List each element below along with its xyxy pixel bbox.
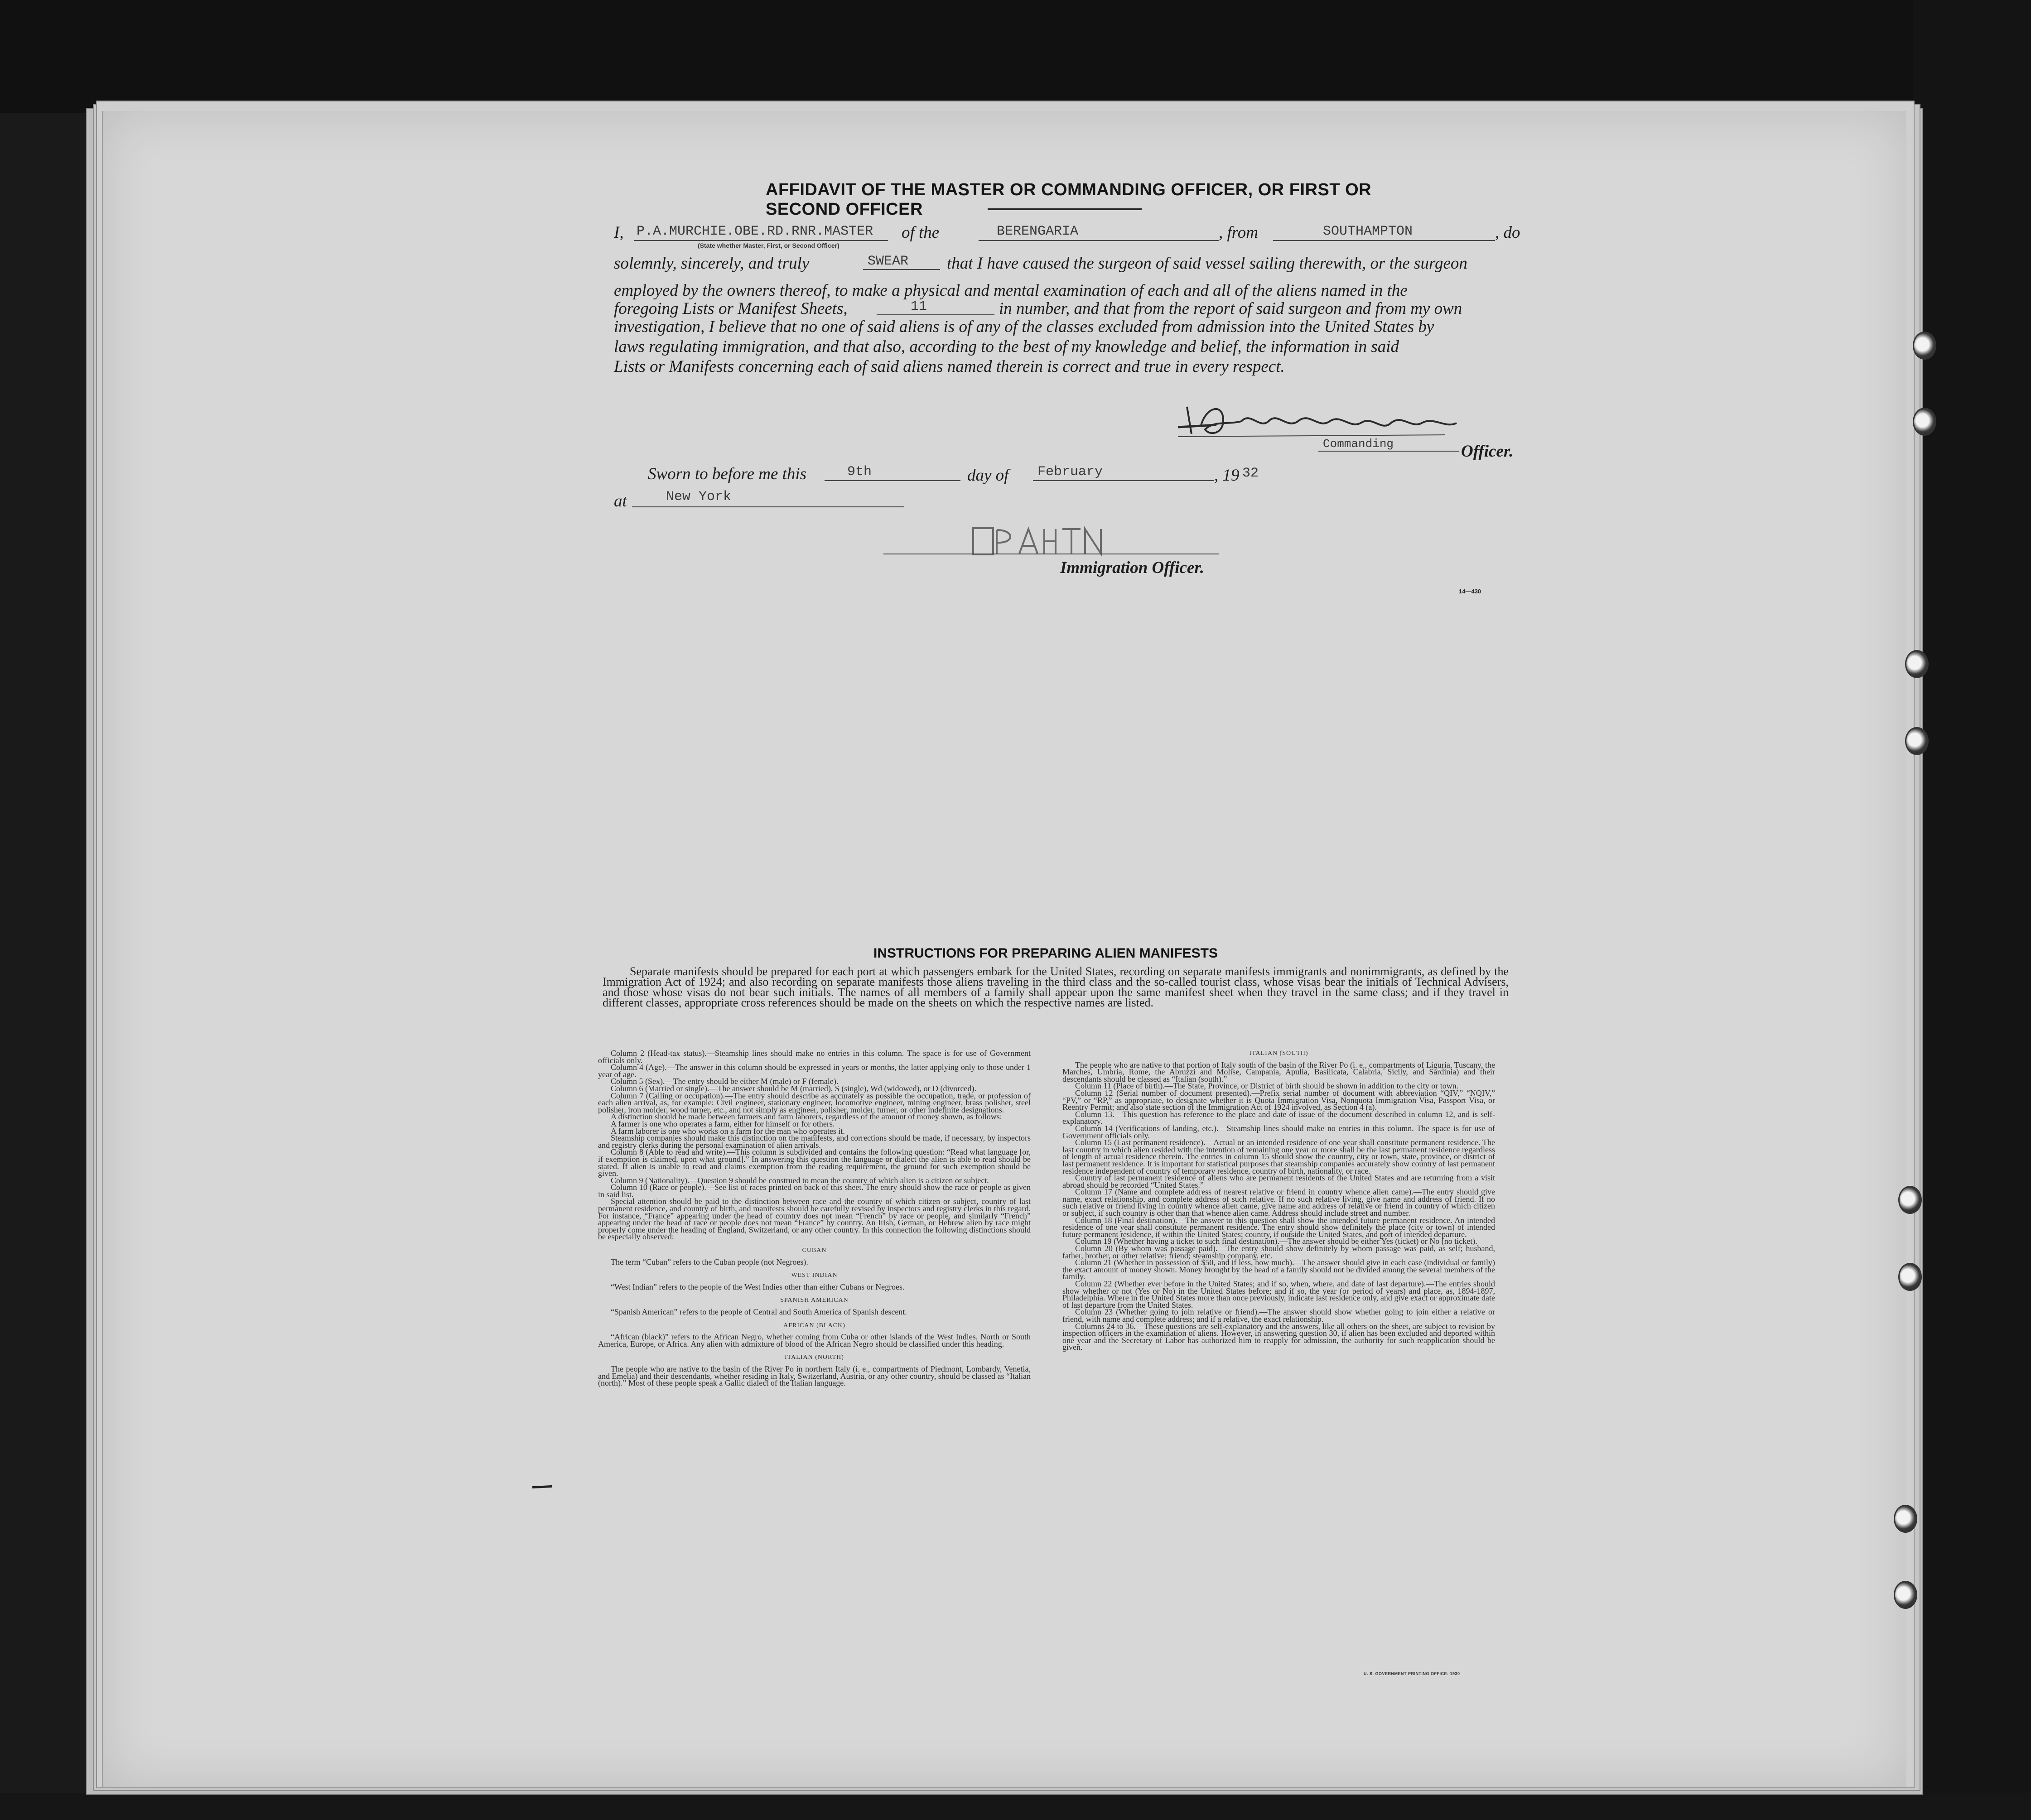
officer-suffix: Officer.	[1461, 442, 1514, 461]
oath-underline	[863, 269, 940, 270]
scan-border-top	[0, 0, 2031, 113]
ship-name-field: BERENGARIA	[997, 224, 1079, 239]
immigration-officer-label: Immigration Officer.	[1060, 559, 1204, 577]
instruction-paragraph: Country of last permanent residence of aliens who are permanent residents of the United States and are returning from a visit abroad should be recorded “United States.”	[1062, 1173, 1495, 1189]
instruction-paragraph: Column 5 (Sex).—The entry should be either M (male) or F (female).	[611, 1077, 839, 1086]
instruction-paragraph: The people who are native to that portion of Italy south of the basin of the River Po (i. e., compartments of Liguria, Tuscany, the Marches, Umbria, Rome, the Abruzzi and Molise, Campania, Apulia, Basilicata, Calabria, Sicily, and Sardinia) and their descendants should be classed as “Italian (south).”	[1062, 1060, 1495, 1083]
binder-hole-icon	[1905, 650, 1929, 678]
instruction-paragraph: Column 20 (By whom was passage paid).—The entry should show definitely by whom passage was paid, as self; husband, father, brother, or other relative; friend; steamship company, etc.	[1062, 1244, 1495, 1260]
binder-hole-icon	[1913, 408, 1936, 436]
instruction-paragraph: Column 4 (Age).—The answer in this column should be expressed in years or months, the latter applying only to those under 1 year of age.	[598, 1063, 1031, 1079]
officer-role-field: Commanding	[1323, 437, 1394, 451]
affidavit-title: AFFIDAVIT OF THE MASTER OR COMMANDING OFFICER, OR FIRST OR SECOND OFFICER	[766, 180, 1372, 219]
instruction-paragraph: A farm laborer is one who works on a farm for the man who operates it.	[611, 1126, 845, 1136]
instruction-paragraph: Column 13.—This question has reference to the place and date of issue of the document described in column 12, and is self-explanatory.	[1062, 1109, 1495, 1126]
sworn-month-field: February	[1037, 464, 1103, 480]
sworn-label: Sworn to before me this	[648, 465, 807, 483]
instruction-paragraph: Column 7 (Calling or occupation).—The entry should describe as accurately as possible the occupation, trade, or profession of each alien arrival, as, for example: Civil engineer, stationary engineer, locomotive engineer, mining engineer, brass polisher, steel polisher, iron molder, wood turner, etc., and not simply as engineer, polisher, molder, turner, or other indefinite designations.	[598, 1091, 1031, 1114]
do-label: , do	[1495, 223, 1520, 242]
pronoun-label: I,	[614, 223, 624, 242]
instruction-paragraph: Column 23 (Whether going to join relative or friend).—The answer should show whether going to join either a relative or friend, with name and complete address; and if a relative, the exact relationship.	[1062, 1307, 1495, 1324]
master-signature	[1173, 393, 1491, 443]
instructions-title: INSTRUCTIONS FOR PREPARING ALIEN MANIFESTS	[873, 946, 1218, 961]
instruction-paragraph: Special attention should be paid to the distinction between race and the country of which citizen or subject, country of last permanent residence, and country of birth, and manifests should be carefully revised by inspectors and registry clerks in this regard. For instance, “France” appearing under the head of country does not mean “French” by race or people, and similarly “French” appearing under the head of race or people does not mean “France” by country. An Irish, German, or Hebrew alien by race might properly come under the heading of England, Switzerland, or any other country. In this connection the following distinctions should be especially observed:	[598, 1197, 1031, 1242]
instruction-paragraph: The term “Cuban” refers to the Cuban people (not Negroes).	[611, 1257, 808, 1266]
form-number: 14—430	[1459, 588, 1481, 595]
rank-note: (State whether Master, First, or Second Officer)	[698, 242, 839, 249]
instruction-paragraph: “African (black)” refers to the African Negro, whether coming from Cuba or other islands of the West Indies, North or South America, Europe, or Africa. Any alien with admixture of blood of the African Negro should be classified under this heading.	[598, 1332, 1031, 1348]
place-underline	[632, 506, 904, 507]
instruction-paragraph: A farmer is one who operates a farm, either for himself or for others.	[611, 1119, 835, 1128]
affidavit-line-2-post: that I have caused the surgeon of said vessel sailing therewith, or the surgeon	[947, 254, 1467, 273]
affidavit-line-7: Lists or Manifests concerning each of said aliens named therein is correct and true in every respect.	[614, 357, 1285, 376]
instruction-paragraph: Column 15 (Last permanent residence).—Actual or an intended residence of one year shall constitute permanent residence. The last country in which alien resided with the intention of remaining one year or more shall be the last permanent residence regardless of length of actual residence therein. The entries in column 15 should show the country, city or town, state, province, or district of last permanent residence. It is important for statistical purposes that steamship companies accurately show country of last permanent residence independent of country of temporary residence, country of birth, nationality, or race.	[1062, 1138, 1495, 1175]
instruction-paragraph: “West Indian” refers to the people of the West Indies other than either Cubans or Negroes.	[611, 1282, 905, 1291]
section-heading-cuban: CUBAN	[802, 1247, 827, 1254]
month-underline	[1033, 480, 1214, 481]
title-rule	[988, 208, 1142, 210]
day-of-label: day of	[967, 466, 1009, 485]
instruction-paragraph: Column 2 (Head-tax status).—Steamship lines should make no entries in this column. The space is for use of Government officials only.	[598, 1049, 1031, 1065]
binder-hole-icon	[1898, 1263, 1922, 1291]
officer-role-underline	[1318, 451, 1459, 452]
instruction-paragraph: Column 12 (Serial number of document presented).—Prefix serial number of document with abbreviation “QIV,” “NQIV,” “PV,” or “RP,” as appropriate, to designate whether it is Quota Immigration Visa, Nonquota Immigration Visa, Passport Visa, or Reentry Permit; and also state section of the Immigration Act of 1924 involved, as Section 4 (a).	[1062, 1088, 1495, 1112]
affidavit-line-5: investigation, I believe that no one of said aliens is of any of the classes excluded from admission into the United States by	[614, 318, 1434, 336]
instruction-paragraph: Steamship companies should make this distinction on the manifests, and corrections should be made, if necessary, by inspectors and registry clerks during the personal examination of alien arrivals.	[598, 1133, 1031, 1150]
instruction-paragraph: Column 14 (Verifications of landing, etc.).—Steamship lines should make no entries in this column. The space is for use of Government officials only.	[1062, 1123, 1495, 1140]
affidavit-line-4-pre: foregoing Lists or Manifest Sheets,	[614, 299, 848, 318]
instructions-intro: Separate manifests should be prepared for each port at which passengers embark for the United States, recording on separate manifests immigrants and nonimmigrants, as defined by the Immigration Act of 1924; and also recording on separate manifests those aliens traveling in the third class and the so-called tourist class, whose visas bear the initials of Technical Advisers, and those whose visas do not bear such initials. The names of all members of a family shall appear upon the same manifest sheet when they travel in the same class; and if they travel in different classes, appropriate cross references should be made on the sheets on which the respective names are listed.	[603, 965, 1509, 1009]
of-the-label: of the	[902, 223, 940, 242]
affidavit-line-3: employed by the owners thereof, to make a physical and mental examination of each and all of the aliens named in the	[614, 281, 1408, 300]
port-underline	[1273, 240, 1495, 241]
instruction-paragraph: Column 6 (Married or single).—The answer should be M (married), S (single), Wd (widowed), or D (divorced).	[611, 1083, 976, 1093]
printer-imprint: U. S. GOVERNMENT PRINTING OFFICE: 1930	[1364, 1671, 1460, 1676]
instructions-left-column	[598, 1050, 1031, 1387]
section-heading-italian-south: ITALIAN (SOUTH)	[1249, 1050, 1308, 1057]
binder-hole-icon	[1913, 332, 1936, 360]
affidavit-line-2-pre: solemnly, sincerely, and truly	[614, 254, 810, 273]
instruction-paragraph: Columns 24 to 36.—These questions are self-explanatory and the answers, like all others on the sheet, are subject to revision by inspection officers in the examination of aliens. However, in answering question 30, if alien has been excluded and deported within one year and the Secretary of Labor has authorized him to reapply for admission, the authority for such reapplication should be given.	[1062, 1321, 1495, 1352]
day-underline	[825, 480, 960, 481]
instruction-paragraph: Column 18 (Final destination).—The answer to this question shall show the intended future permanent residence. An intended residence of one year shall constitute permanent residence. The entry should show definitely the place (city or town) of intended future permanent residence, if within the United States; country, if outside the United States, and port of intended departure.	[1062, 1215, 1495, 1239]
immigration-officer-signature	[970, 521, 1142, 562]
instruction-paragraph: Column 19 (Whether having a ticket to such final destination).—The answer should be either Yes (ticket) or No (no ticket).	[1075, 1237, 1477, 1246]
scan-border-right	[1913, 0, 2031, 1820]
master-name-field: P.A.MURCHIE.OBE.RD.RNR.MASTER	[637, 224, 873, 239]
at-label: at	[614, 492, 627, 510]
instruction-paragraph: Column 8 (Able to read and write).—This column is subdivided and contains the following question: “Read what language [or, if exemption is claimed, upon what ground].” In answering this question the language or dialect the alien is able to read should be stated. If alien is unable to read and claims exemption from the reading requirement, the ground for such exemption should be given.	[598, 1147, 1031, 1178]
port-field: SOUTHAMPTON	[1323, 224, 1413, 239]
affidavit-line-4-post: in number, and that from the report of said surgeon and from my own	[999, 299, 1462, 318]
binder-hole-icon	[1905, 727, 1929, 755]
from-label: , from	[1219, 223, 1259, 242]
year-prefix: , 19	[1214, 466, 1240, 485]
instruction-paragraph: Column 21 (Whether in possession of $50, and if less, how much).—The answer should give in each case (individual or family) the exact amount of money shown. Money brought by the head of a family should not be divided among the several members of the family.	[1062, 1258, 1495, 1281]
instruction-paragraph: A distinction should be made between farmers and farm laborers, regardless of the amount of money shown, as follows:	[611, 1112, 1002, 1122]
sworn-day-field: 9th	[847, 464, 872, 480]
section-heading-spanish-american: SPANISH AMERICAN	[780, 1297, 849, 1304]
section-heading-italian-north: ITALIAN (NORTH)	[785, 1354, 844, 1361]
scan-border-bottom	[0, 1793, 2031, 1820]
instruction-paragraph: “Spanish American” refers to the people of Central and South America of Spanish descent.	[611, 1307, 907, 1316]
affidavit-line-1	[614, 223, 624, 242]
instruction-paragraph: Column 11 (Place of birth).—The State, Province, or District of birth should be shown in addition to the city or town.	[1075, 1081, 1459, 1091]
oath-field: SWEAR	[868, 254, 909, 269]
section-heading-west-indian: WEST INDIAN	[791, 1272, 838, 1279]
instruction-paragraph: The people who are native to the basin of the River Po in northern Italy (i. e., compartments of Piedmont, Lombardy, Venetia, and Emelia) and their descendants, whether residing in Italy, Switzerland, Austria, or any other country, should be classed as “Italian (north).” Most of these people speak a Gallic dialect of the Italian language.	[598, 1364, 1031, 1388]
sworn-year-field: 32	[1242, 466, 1259, 481]
instruction-paragraph: Column 10 (Race or people).—See list of races printed on back of this sheet. The entry should show the race or people as given in said list.	[598, 1183, 1031, 1199]
binder-hole-icon	[1894, 1581, 1917, 1609]
master-name-underline	[634, 240, 888, 241]
instruction-paragraph: Column 9 (Nationality).—Question 9 should be construed to mean the country of which alien is a citizen or subject.	[611, 1175, 989, 1185]
instruction-paragraph: Column 22 (Whether ever before in the United States; and if so, when, where, and date of last departure).—The entries should show whether or not (Yes or No) in the United States before; and if so, the year (or period of years) and place, as, 1894-1897, Philadelphia. Where in the United States more than once previously, indicate last residence only, and give exact or approximate date of last departure from the United States.	[1062, 1279, 1495, 1310]
ship-underline	[979, 240, 1219, 241]
instruction-paragraph: Column 17 (Name and complete address of nearest relative or friend in country whence alien came).—The entry should give name, exact relationship, and complete address of such relative. If no such relative living, give name and address of friend. If no such relative or friend living in country whence alien came, give name and address of relative or friend in country of which citizen or subject, if such country is other than that whence alien came. Address should include street and number.	[1062, 1187, 1495, 1218]
affidavit-line-6: laws regulating immigration, and that also, according to the best of my knowledge and belief, the information in said	[614, 337, 1399, 356]
section-heading-african: AFRICAN (BLACK)	[783, 1322, 845, 1329]
count-underline	[877, 314, 994, 315]
sheet-count-field: 11	[911, 299, 927, 314]
binder-hole-icon	[1894, 1505, 1917, 1533]
instructions-right-column	[1062, 1050, 1495, 1351]
binder-hole-icon	[1898, 1186, 1922, 1214]
sworn-place-field: New York	[666, 489, 732, 505]
